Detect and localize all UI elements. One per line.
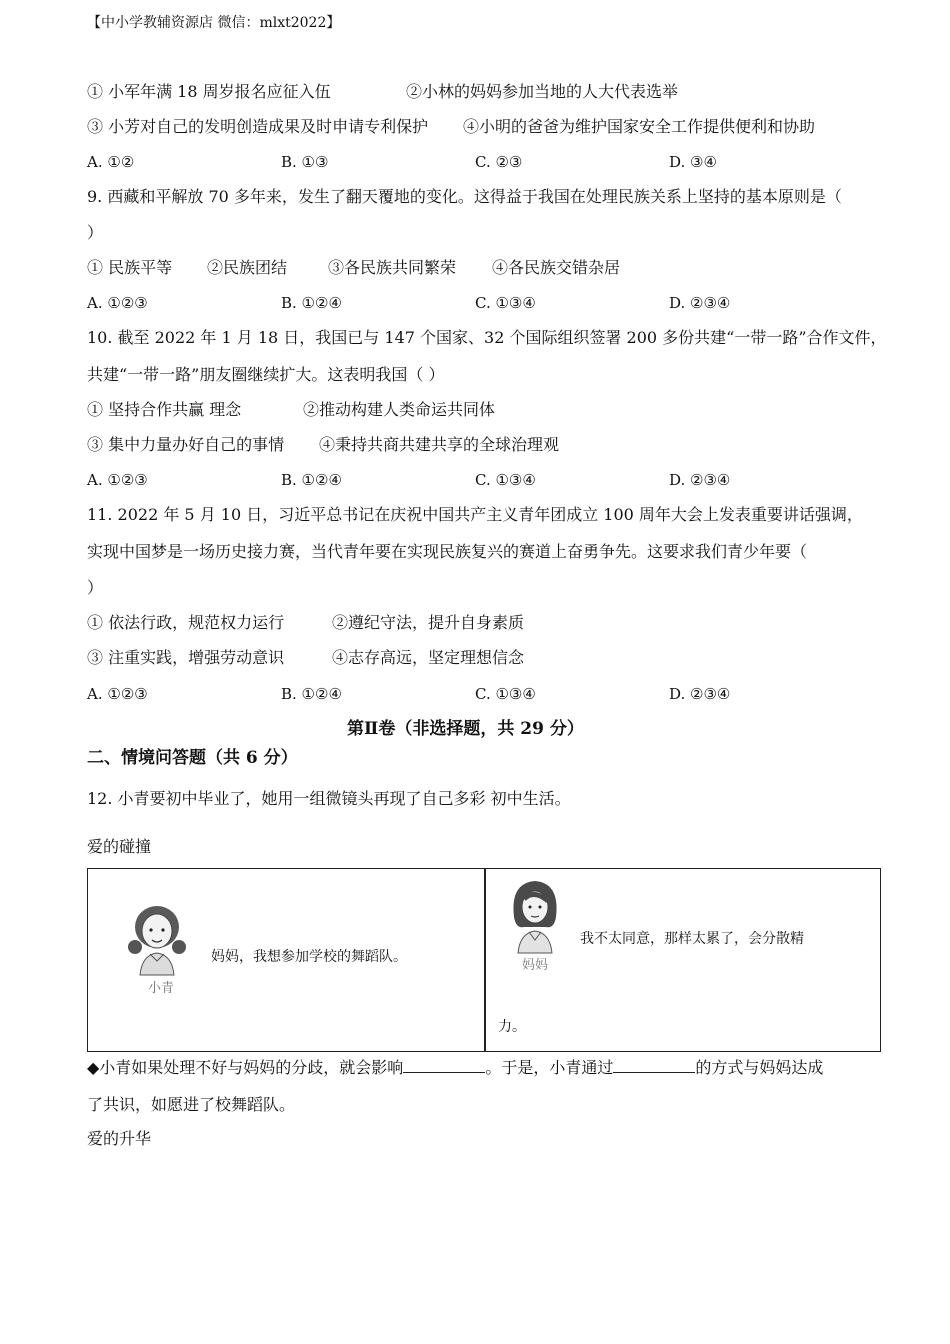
fill-text-1: ◆小青如果处理不好与妈妈的分歧，就会影响 (87, 1058, 404, 1077)
q11-stem-line3: ） (87, 578, 104, 597)
q10-item-4: ④秉持共商共建共享的全球治理观 (319, 435, 560, 454)
q10-stem-line1: 10. 截至 2022 年 1 月 18 日，我国已与 147 个国家、32 个国际组织签署 200 多份共建“一带一路”合作文件， (87, 328, 887, 347)
q9-option-b: B. ①②④ (281, 294, 342, 312)
q11-item-2: ②遵纪守法，提升自身素质 (332, 613, 525, 632)
fill-text-2: 。于是，小青通过 (485, 1058, 614, 1077)
q10-item-1: ① 坚持合作共赢 理念 (87, 400, 242, 419)
girl-illustration (124, 901, 190, 977)
table-divider (484, 869, 486, 1051)
q12-fill-line2: 了共识，如愿进了校舞蹈队。 (87, 1095, 296, 1114)
q10-option-c: C. ①③④ (475, 471, 536, 489)
q11-stem-line1: 11. 2022 年 5 月 10 日，习近平总书记在庆祝中国共产主义青年团成立 100 周年大会上发表重要讲话强调， (87, 505, 863, 524)
q9-item-3: ③各民族共同繁荣 (328, 258, 457, 277)
girl-dialog: 妈妈，我想参加学校的舞蹈队。 (211, 949, 407, 965)
q11-item-4: ④志存高远，坚定理想信念 (332, 648, 525, 667)
q8-item-4: ④小明的爸爸为维护国家安全工作提供便利和协助 (463, 117, 816, 136)
q10-option-d: D. ②③④ (669, 471, 731, 489)
part2-title: 第Ⅱ卷（非选择题，共 29 分） (347, 719, 584, 739)
q8-option-a: A. ①② (87, 153, 135, 171)
q11-option-d: D. ②③④ (669, 685, 731, 703)
q10-option-a: A. ①②③ (87, 471, 148, 489)
q8-item-2: ②小林的妈妈参加当地的人大代表选举 (406, 82, 679, 101)
q10-stem-line2: 共建“一带一路”朋友圈继续扩大。这表明我国（ ） (87, 365, 445, 384)
answer-blank-2[interactable] (613, 1058, 695, 1073)
q11-option-b: B. ①②④ (281, 685, 342, 703)
q8-item-3: ③ 小芳对自己的发明创造成果及时申请专利保护 (87, 117, 429, 136)
mother-illustration (504, 877, 566, 955)
fill-text-3: 的方式与妈妈达成 (695, 1058, 824, 1077)
q11-option-c: C. ①③④ (475, 685, 536, 703)
q8-option-c: C. ②③ (475, 153, 523, 171)
mother-dialog-line2: 力。 (498, 1019, 526, 1035)
q8-option-b: B. ①③ (281, 153, 329, 171)
q8-option-d: D. ③④ (669, 153, 717, 171)
q11-item-3: ③ 注重实践，增强劳动意识 (87, 648, 285, 667)
q10-item-2: ②推动构建人类命运共同体 (303, 400, 496, 419)
q9-option-c: C. ①③④ (475, 294, 536, 312)
q9-item-2: ②民族团结 (207, 258, 288, 277)
girl-caption: 小青 (148, 981, 175, 996)
q9-item-4: ④各民族交错杂居 (492, 258, 621, 277)
answer-blank-1[interactable] (403, 1058, 485, 1073)
q9-stem-line1: 9. 西藏和平解放 70 多年来，发生了翻天覆地的变化。这得益于我国在处理民族关系上坚持的基本原则是（ (87, 187, 842, 206)
q10-option-b: B. ①②④ (281, 471, 342, 489)
q8-item-1: ① 小军年满 18 周岁报名应征入伍 (87, 82, 331, 101)
dialog-table (87, 868, 881, 1052)
q11-item-1: ① 依法行政，规范权力运行 (87, 613, 285, 632)
q12-subtitle-2: 爱的升华 (87, 1129, 152, 1148)
section-title: 二、情境问答题（共 6 分） (87, 748, 298, 768)
q12-subtitle-1: 爱的碰撞 (87, 837, 152, 856)
q9-option-a: A. ①②③ (87, 294, 148, 312)
q11-option-a: A. ①②③ (87, 685, 148, 703)
q9-item-1: ① 民族平等 (87, 258, 173, 277)
mother-dialog-line1: 我不太同意，那样太累了，会分散精 (580, 931, 804, 947)
q9-stem-line2: ） (87, 223, 104, 242)
header-watermark: 【中小学教辅资源店 微信：mlxt2022】 (87, 15, 341, 31)
q12-fill-line1 (87, 1057, 823, 1079)
q11-stem-line2: 实现中国梦是一场历史接力赛，当代青年要在实现民族复兴的赛道上奋勇争先。这要求我们青少年要（ (87, 542, 808, 561)
q12-stem: 12. 小青要初中毕业了，她用一组微镜头再现了自己多彩 初中生活。 (87, 789, 571, 808)
q9-option-d: D. ②③④ (669, 294, 731, 312)
mother-caption: 妈妈 (522, 958, 549, 973)
q10-item-3: ③ 集中力量办好自己的事情 (87, 435, 285, 454)
